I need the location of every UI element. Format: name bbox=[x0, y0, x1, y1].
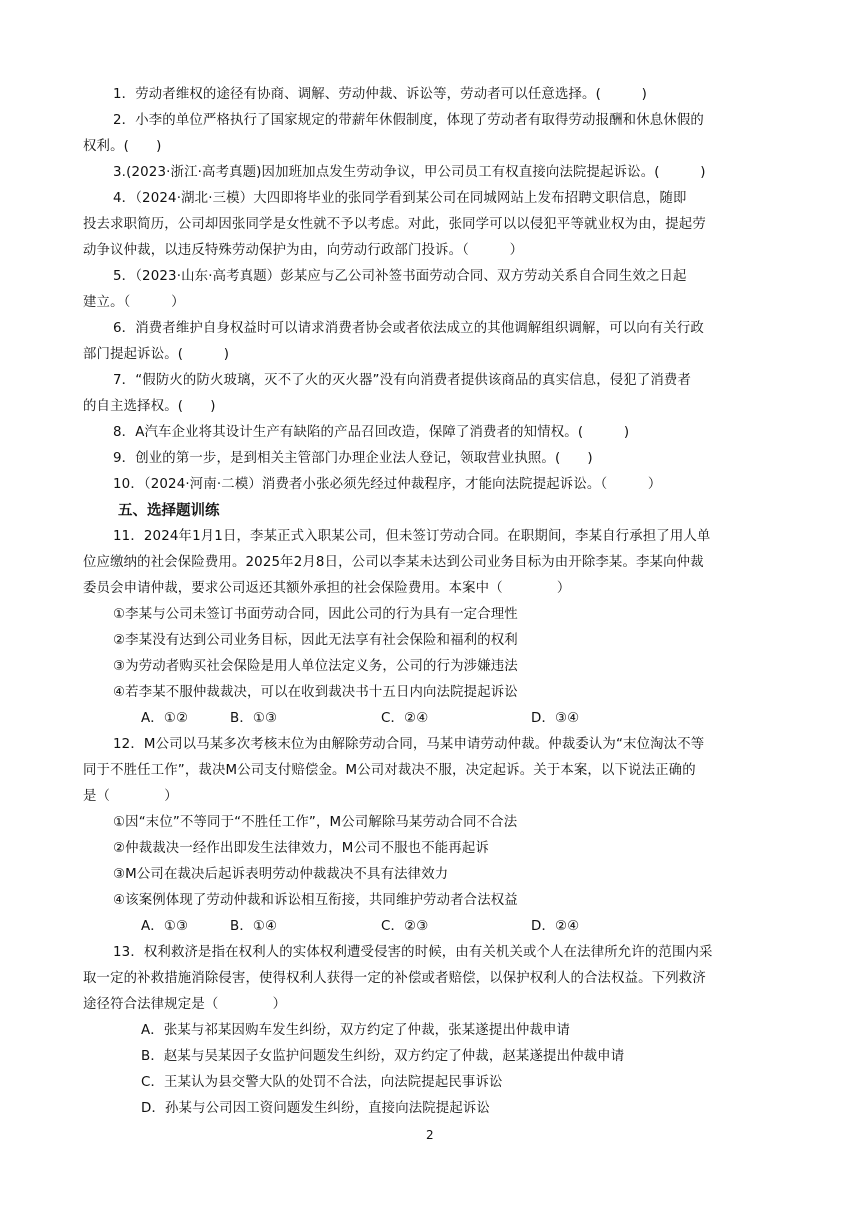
judgement-line-7: 动争议仲裁，以违反特殊劳动保护为由，向劳动行政部门投诉。（ ） bbox=[83, 243, 524, 258]
q11-stem-line-2: 位应缴纳的社会保险费用。2025年2月8日，公司以李某未达到公司业务目标为由开除李某。李某向仲裁 bbox=[83, 555, 704, 570]
q11-option-b: B．①③ bbox=[230, 711, 278, 726]
q13-option-b: B．赵某与吴某因子女监护问题发生纠纷，双方约定了仲裁，赵某遂提出仲裁申请 bbox=[141, 1049, 625, 1064]
q13-option-a: A．张某与祁某因购车发生纠纷，双方约定了仲裁，张某遂提出仲裁申请 bbox=[141, 1023, 571, 1038]
judgement-line-8: 5．（2023·山东·高考真题）彭某应与乙公司补签书面劳动合同、双方劳动关系自合同生效之日起 bbox=[113, 269, 687, 284]
q11-option-a: A．①② bbox=[141, 711, 189, 726]
section-heading: 五、选择题训练 bbox=[118, 503, 220, 519]
q11-stem-line-3: 委员会申请仲裁，要求公司返还其额外承担的社会保险费用。本案中（ ） bbox=[83, 581, 571, 596]
judgement-line-2: 2．小李的单位严格执行了国家规定的带薪年休假制度，体现了劳动者有取得劳动报酬和休息休假的 bbox=[113, 113, 704, 128]
q12-option-c: C．②③ bbox=[381, 919, 429, 934]
judgement-line-12: 7．“假防火的防火玻璃，灭不了火的灭火器”没有向消费者提供该商品的真实信息，侵犯了消费者 bbox=[113, 373, 692, 388]
q13-stem-line-2: 取一定的补救措施消除侵害，使得权利人获得一定的补偿或者赔偿，以保护权利人的合法权益。下列救济 bbox=[83, 971, 706, 986]
q12-stem-line-3: 是（ ） bbox=[83, 789, 178, 804]
judgement-line-3: 权利。( ) bbox=[83, 139, 162, 154]
q12-option-d: D．②④ bbox=[531, 919, 580, 934]
judgement-line-13: 的自主选择权。( ) bbox=[83, 399, 216, 414]
q12-item-3: ③M公司在裁决后起诉表明劳动仲裁裁决不具有法律效力 bbox=[113, 867, 449, 882]
q13-stem-line-1: 13．权利救济是指在权利人的实体权利遭受侵害的时候，由有关机关或个人在法律所允许的范围内采 bbox=[113, 945, 713, 960]
judgement-line-9: 建立。（ ） bbox=[83, 295, 185, 310]
q12-stem-line-1: 12．M公司以马某多次考核末位为由解除劳动合同，马某申请劳动仲裁。仲裁委认为“末位淘汰不等 bbox=[113, 737, 705, 752]
q11-stem-line-1: 11．2024年1月1日，李某正式入职某公司，但未签订劳动合同。在职期间，李某自行承担了用人单 bbox=[113, 529, 711, 544]
q11-item-4: ④若李某不服仲裁裁决，可以在收到裁决书十五日内向法院提起诉讼 bbox=[113, 685, 518, 700]
q11-option-d: D．③④ bbox=[531, 711, 580, 726]
q12-item-2: ②仲裁裁决一经作出即发生法律效力，M公司不服也不能再起诉 bbox=[113, 841, 489, 856]
judgement-line-16: 10．（2024·河南·二模）消费者小张必须先经过仲裁程序，才能向法院提起诉讼。（ ） bbox=[113, 477, 662, 492]
page-number: 2 bbox=[426, 1128, 434, 1142]
q13-stem-line-3: 途径符合法律规定是（ ） bbox=[83, 997, 287, 1012]
judgement-line-4: 3.(2023·浙江·高考真题)因加班加点发生劳动争议，甲公司员工有权直接向法院提起诉讼。( ) bbox=[113, 165, 706, 180]
q13-option-d: D．孙某与公司因工资问题发生纠纷，直接向法院提起诉讼 bbox=[141, 1101, 490, 1116]
judgement-line-10: 6．消费者维护自身权益时可以请求消费者协会或者依法成立的其他调解组织调解，可以向有关行政 bbox=[113, 321, 704, 336]
q11-item-1: ①李某与公司未签订书面劳动合同，因此公司的行为具有一定合理性 bbox=[113, 607, 518, 622]
q12-option-b: B．①④ bbox=[230, 919, 278, 934]
q11-item-2: ②李某没有达到公司业务目标，因此无法享有社会保险和福利的权利 bbox=[113, 633, 518, 648]
judgement-line-6: 投去求职简历，公司却因张同学是女性就不予以考虑。对此，张同学可以以侵犯平等就业权为由，提起劳 bbox=[83, 217, 706, 232]
q12-item-1: ①因“末位”不等同于“不胜任工作”，M公司解除马某劳动合同不合法 bbox=[113, 815, 518, 830]
q12-item-4: ④该案例体现了劳动仲裁和诉讼相互衔接，共同维护劳动者合法权益 bbox=[113, 893, 518, 908]
judgement-line-11: 部门提起诉讼。( ) bbox=[83, 347, 230, 362]
judgement-line-5: 4．（2024·湖北·三模）大四即将毕业的张同学看到某公司在同城网站上发布招聘文职信息，随即 bbox=[113, 191, 687, 206]
judgement-line-14: 8．A汽车企业将其设计生产有缺陷的产品召回改造，保障了消费者的知情权。( ) bbox=[113, 425, 630, 440]
q11-option-c: C．②④ bbox=[381, 711, 429, 726]
judgement-line-1: 1．劳动者维权的途径有协商、调解、劳动仲裁、诉讼等，劳动者可以任意选择。( ) bbox=[113, 87, 647, 102]
q11-item-3: ③为劳动者购买社会保险是用人单位法定义务，公司的行为涉嫌违法 bbox=[113, 659, 518, 674]
q12-option-a: A．①③ bbox=[141, 919, 189, 934]
judgement-line-15: 9．创业的第一步，是到相关主管部门办理企业法人登记，领取营业执照。( ) bbox=[113, 451, 593, 466]
q12-stem-line-2: 同于不胜任工作”，裁决M公司支付赔偿金。M公司对裁决不服，决定起诉。关于本案，以下说法正确的 bbox=[83, 763, 696, 778]
q13-option-c: C．王某认为县交警大队的处罚不合法，向法院提起民事诉讼 bbox=[141, 1075, 503, 1090]
